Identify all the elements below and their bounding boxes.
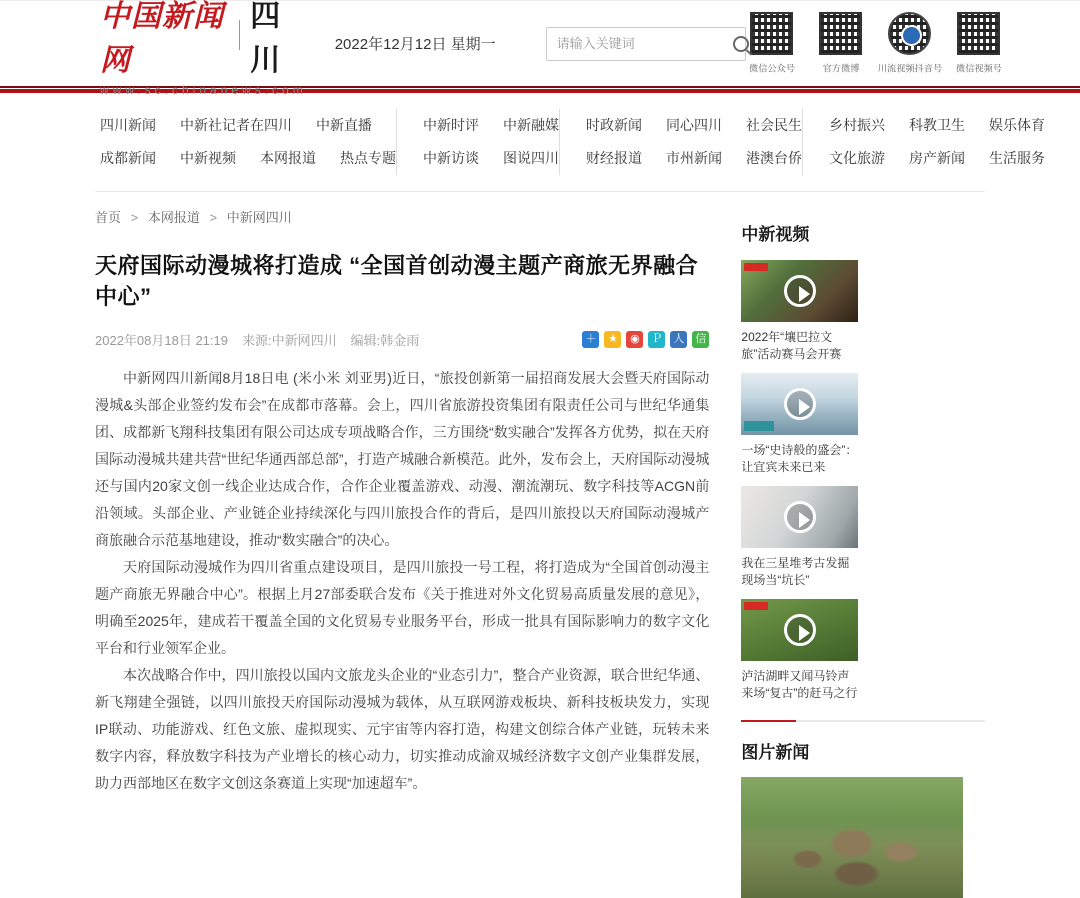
video-caption[interactable]: 我在三星堆考古发掘现场当“坑长”: [741, 556, 850, 587]
logo-row: [100, 0, 307, 79]
video-thumbnail[interactable]: [741, 599, 858, 661]
play-icon[interactable]: [784, 388, 816, 420]
nav-item[interactable]: 中新时评: [423, 117, 479, 133]
nav-group-2: [396, 109, 559, 175]
nav-item[interactable]: 热点专题: [340, 150, 396, 166]
breadcrumb-separator: >: [209, 210, 218, 225]
article-paragraph: 本次战略合作中，四川旅投以国内文旅龙头企业的“业态引力”，整合产业资源，联合世纪华通、新飞翔建全强链，以四川旅投天府国际动漫城为载体，从互联网游戏板块、新科技板块发力，实现IP联动、功能游戏、红色文旅、虚拟现实、元宇宙等内容打造，构建文创综合体产业链，玩转未来数字内容，释放数字科技为产业增长的核心动力，切实推动成渝双城经济数字文创产业集群发展，助力西部地区在数字文创这条赛道上实现“加速超车”。: [95, 667, 710, 791]
current-date: 2022年12月12日 星期一: [334, 36, 496, 53]
content-container: [0, 192, 1080, 898]
site-logo[interactable]: [100, 0, 307, 97]
share-wechat-icon[interactable]: 信: [692, 331, 709, 348]
qr-weibo-official: [815, 12, 867, 75]
qr-wechat-official: [746, 12, 798, 75]
share-more-icon[interactable]: ＋: [582, 331, 599, 348]
qr-wechat-video: [953, 12, 1005, 75]
article-meta-row: [95, 330, 709, 349]
nav-item[interactable]: 港澳台侨: [746, 150, 802, 166]
article-paragraph: 天府国际动漫城作为四川省重点建设项目，是四川旅投一号工程，将打造成为“全国首创动漫主题产商旅无界融合中心”。根据上月27部委联合发布《关于推进对外文化贸易高质量发展的意见》，明确至2025年，建成若干覆盖全国的文化贸易专业服务平台，形成一批具有国际影响力的数字文化平台和行业领军企业。: [95, 559, 710, 656]
search-box[interactable]: [546, 27, 746, 61]
share-weibo-icon[interactable]: ◉: [626, 331, 643, 348]
article-body: [95, 365, 709, 797]
nav-group-1: [100, 109, 396, 175]
video-badge: [744, 263, 768, 271]
search-input[interactable]: [557, 36, 733, 51]
nav-item[interactable]: 社会民生: [746, 117, 802, 133]
article-editor: 编辑:韩金雨: [350, 333, 420, 348]
logo-separator: [239, 20, 241, 50]
main-nav: [0, 94, 1080, 175]
share-tencent-weibo-icon[interactable]: Ｐ: [648, 331, 665, 348]
video-section-title: 中新视频: [741, 225, 810, 244]
breadcrumb-section[interactable]: 本网报道: [147, 210, 200, 225]
qr-code-group: [746, 12, 1005, 75]
qr-label: 微信视频号: [955, 64, 1002, 75]
nav-item[interactable]: 文化旅游: [829, 150, 885, 166]
nav-group-4: [802, 109, 1045, 175]
play-icon[interactable]: [784, 275, 816, 307]
video-grid: [741, 260, 985, 712]
qr-code-image: [819, 12, 862, 55]
qr-label: 微信公众号: [748, 64, 795, 75]
site-url: www.sc.chinanews.com: [100, 82, 307, 97]
article-paragraph: 中新网四川新闻8月18日电 (米小米 刘亚男)近日，“旅投创新第一届招商发展大会暨天府国际动漫城&头部企业签约发布会”在成都市落幕。会上，四川省旅游投资集团有限责任公司与世纪华通集团、成都新飞翔科技集团有限公司达成专项战略合作，三方围绕“数实融合”发挥各方优势，拟在天府国际动漫城共建共营“世纪华通西部总部”，打造产城融合新模范。此外，发布会上，天府国际动漫城还与国内20家文创一线企业达成合作，合作企业覆盖游戏、动漫、潮流潮玩、数字科技等ACGN前沿领域。头部企业、产业链企业持续深化与四川旅投合作的背后，是四川旅投以天府国际动漫城产商旅融合示范基地建设，推动“数实融合”的决心。: [95, 370, 710, 548]
video-thumbnail[interactable]: [741, 373, 858, 435]
nav-item[interactable]: 科教卫生: [909, 117, 965, 133]
article-meta: [95, 330, 419, 349]
nav-item[interactable]: 财经报道: [586, 150, 642, 166]
nav-item[interactable]: 娱乐体育: [989, 117, 1045, 133]
logo-brand-text: 中国新闻网: [100, 0, 224, 78]
nav-item[interactable]: 成都新闻: [100, 150, 156, 166]
nav-item[interactable]: 本网报道: [260, 150, 316, 166]
breadcrumb-current[interactable]: 中新网四川: [226, 210, 292, 225]
qr-douyin: [877, 12, 942, 75]
breadcrumb-separator: >: [130, 210, 139, 225]
sidebar: [741, 192, 985, 898]
share-qzone-icon[interactable]: ★: [604, 331, 621, 348]
share-bar: [582, 331, 709, 348]
share-renren-icon[interactable]: 人: [670, 331, 687, 348]
video-card[interactable]: [741, 373, 858, 486]
nav-item[interactable]: 市州新闻: [666, 150, 722, 166]
video-thumbnail[interactable]: [741, 486, 858, 548]
video-card[interactable]: [741, 260, 858, 373]
nav-item[interactable]: 时政新闻: [586, 117, 642, 133]
article-column: [95, 192, 709, 898]
video-badge: [744, 421, 774, 431]
video-caption[interactable]: 泸沽湖畔又闻马铃声 来场“复古”的赶马之行: [741, 669, 858, 700]
nav-item[interactable]: 同心四川: [666, 117, 722, 133]
photo-news-image[interactable]: [741, 777, 963, 898]
nav-item[interactable]: 中新视频: [180, 150, 236, 166]
breadcrumb-home[interactable]: 首页: [95, 210, 122, 225]
play-icon[interactable]: [784, 501, 816, 533]
nav-item[interactable]: 生活服务: [989, 150, 1045, 166]
article-source: 来源:中新网四川: [241, 333, 337, 348]
photo-section-title: 图片新闻: [741, 743, 810, 762]
nav-group-3: [559, 109, 802, 175]
qr-code-image: [750, 12, 793, 55]
nav-item[interactable]: 图说四川: [503, 150, 559, 166]
logo-region-text: 四川: [250, 0, 285, 77]
qr-code-image: [888, 12, 931, 55]
article-title: 天府国际动漫城将打造成 “全国首创动漫主题产商旅无界融合中心”: [95, 253, 699, 309]
play-icon[interactable]: [784, 614, 816, 646]
nav-item[interactable]: 中新融媒: [503, 117, 559, 133]
video-card[interactable]: [741, 599, 858, 712]
video-thumbnail[interactable]: [741, 260, 858, 322]
qr-code-image: [957, 12, 1000, 55]
breadcrumb: [95, 207, 709, 226]
qr-label: 川流视频抖音号: [877, 64, 942, 75]
nav-item[interactable]: 房产新闻: [909, 150, 965, 166]
publish-date: 2022年08月18日 21:19: [95, 333, 228, 348]
search-icon[interactable]: [733, 36, 749, 52]
site-header: [0, 0, 1080, 97]
nav-item[interactable]: 四川新闻: [100, 117, 156, 133]
nav-item[interactable]: 中新直播: [316, 117, 372, 133]
qr-label: 官方微博: [822, 64, 860, 75]
video-caption[interactable]: 2022年“壤巴拉文旅”活动赛马会开赛: [741, 330, 842, 361]
video-badge: [744, 602, 768, 610]
nav-item[interactable]: 中新访谈: [423, 150, 479, 166]
nav-item[interactable]: 乡村振兴: [829, 117, 885, 133]
video-card[interactable]: [741, 486, 858, 599]
video-caption[interactable]: 一场“史诗般的盛会”：让宜宾未来已来: [741, 443, 858, 474]
sidebar-divider: [741, 720, 985, 722]
nav-item[interactable]: 中新社记者在四川: [180, 117, 292, 133]
